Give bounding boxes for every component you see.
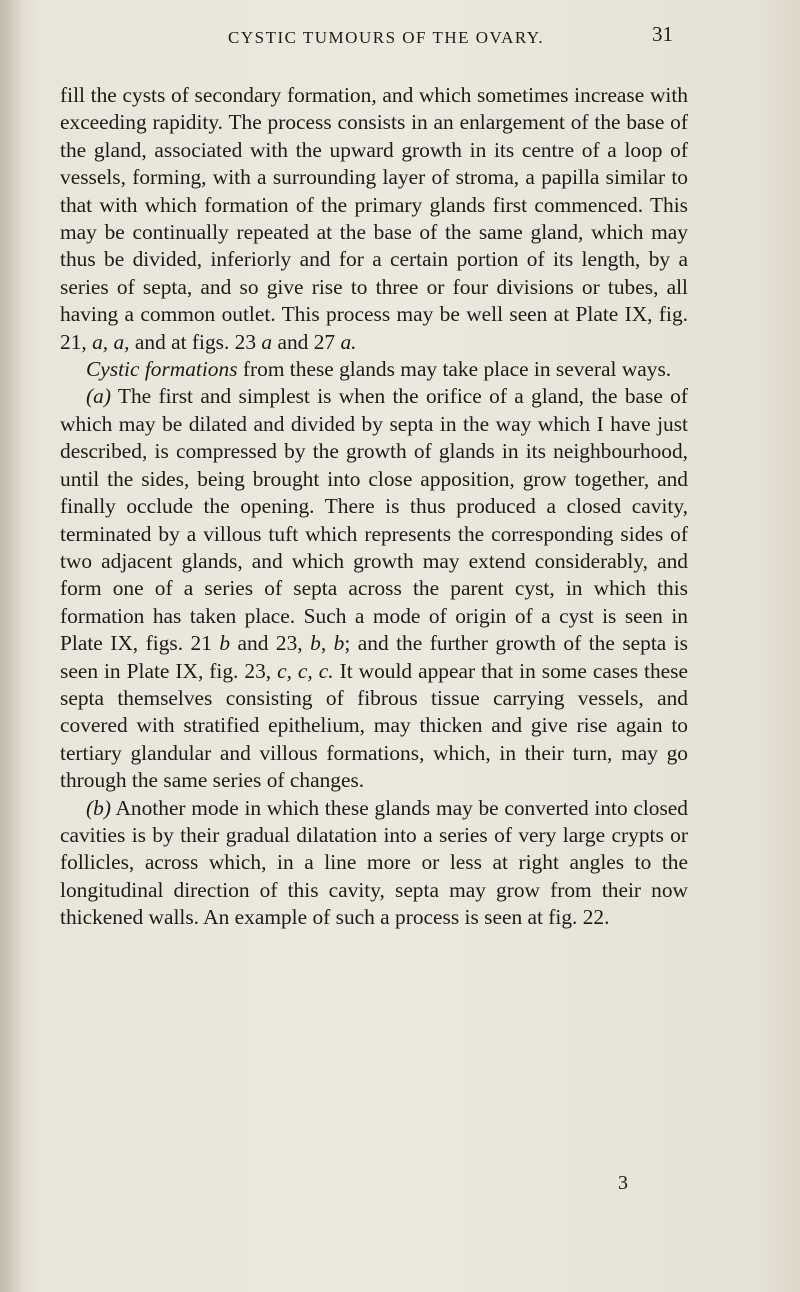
paragraph-1-text-mid2: and 27 <box>272 329 341 354</box>
paragraph-3-text-mid2: ; and the further growth of the septa is seen in Plate IX, fig. 23, <box>60 631 689 683</box>
signature-mark: 3 <box>618 1172 628 1194</box>
paragraph-3-italic-1: b <box>219 631 231 656</box>
paragraph-3-label: (a) <box>86 384 111 409</box>
paragraph-3-text-mid1: and 23, <box>230 631 311 656</box>
paragraph-1-italic-c: a. <box>340 329 357 354</box>
paragraph-1-text-mid: and at figs. 23 <box>129 329 262 354</box>
body-text <box>60 82 688 932</box>
paragraph-2-text: from these glands may take place in several ways. <box>237 357 672 382</box>
paragraph-3-text-end: It would appear that in some cases these septa themselves consisting of fibrous tissue carrying vessels, and covered with stratified epithelium, may thicken and give rise again to tertiary glandular and villous formations, which, in their turn, may go through the same series of changes. <box>60 658 688 793</box>
paragraph-3-italic-2: b, b <box>310 631 345 656</box>
page-number: 31 <box>652 22 673 46</box>
paragraph-3 <box>60 383 688 794</box>
running-head: CYSTIC TUMOURS OF THE OVARY. <box>228 28 545 47</box>
paragraph-3-italic-3: c, c, c. <box>277 658 334 683</box>
paragraph-2 <box>60 356 688 383</box>
paragraph-1-italic-a: a, a, <box>92 329 130 354</box>
page-gutter-shadow <box>0 0 22 1292</box>
paragraph-1 <box>60 82 688 356</box>
paragraph-1-text: fill the cysts of secondary formation, and which sometimes increase with exceeding rapidity. The process consists in an enlargement of the base of the gland, associated with the upward growth in its centre of a loop of vessels, forming, with a surrounding layer of stroma, a papilla similar to that with which formation of the primary glands first commenced. This may be continually repeated at the base of the same gland, which may thus be divided, inferiorly and for a certain portion of its length, by a series of septa, and so give rise to three or four divisions or tubes, all having a common outlet. This process may be well seen at Plate IX, fig. 21, <box>60 83 688 354</box>
paragraph-2-italic: Cystic formations <box>86 357 238 382</box>
paragraph-4-label: (b) <box>86 795 111 820</box>
paragraph-4 <box>60 795 688 932</box>
paragraph-4-text: Another mode in which these glands may be converted into closed cavities is by their gradual dilatation into a series of very large crypts or follicles, across which, in a line more or less at right angles to the longitudinal direction of this cavity, septa may grow from their now thickened walls. An example of such a process is seen at fig. 22. <box>60 795 688 930</box>
paragraph-3-text: The first and simplest is when the orifice of a gland, the base of which may be dilated and divided by septa in the way which I have just described, is compressed by the growth of glands in its neighbourhood, until the sides, being brought into close apposition, grow together, and finally occlude the opening. There is thus produced a closed cavity, terminated by a villous tuft which represents the corresponding sides of two adjacent glands, and which growth may extend considerably, and form one of a series of septa across the parent cyst, in which this formation has taken place. Such a mode of origin of a cyst is seen in Plate IX, figs. 21 <box>60 384 688 656</box>
paragraph-1-italic-b: a <box>261 329 273 354</box>
